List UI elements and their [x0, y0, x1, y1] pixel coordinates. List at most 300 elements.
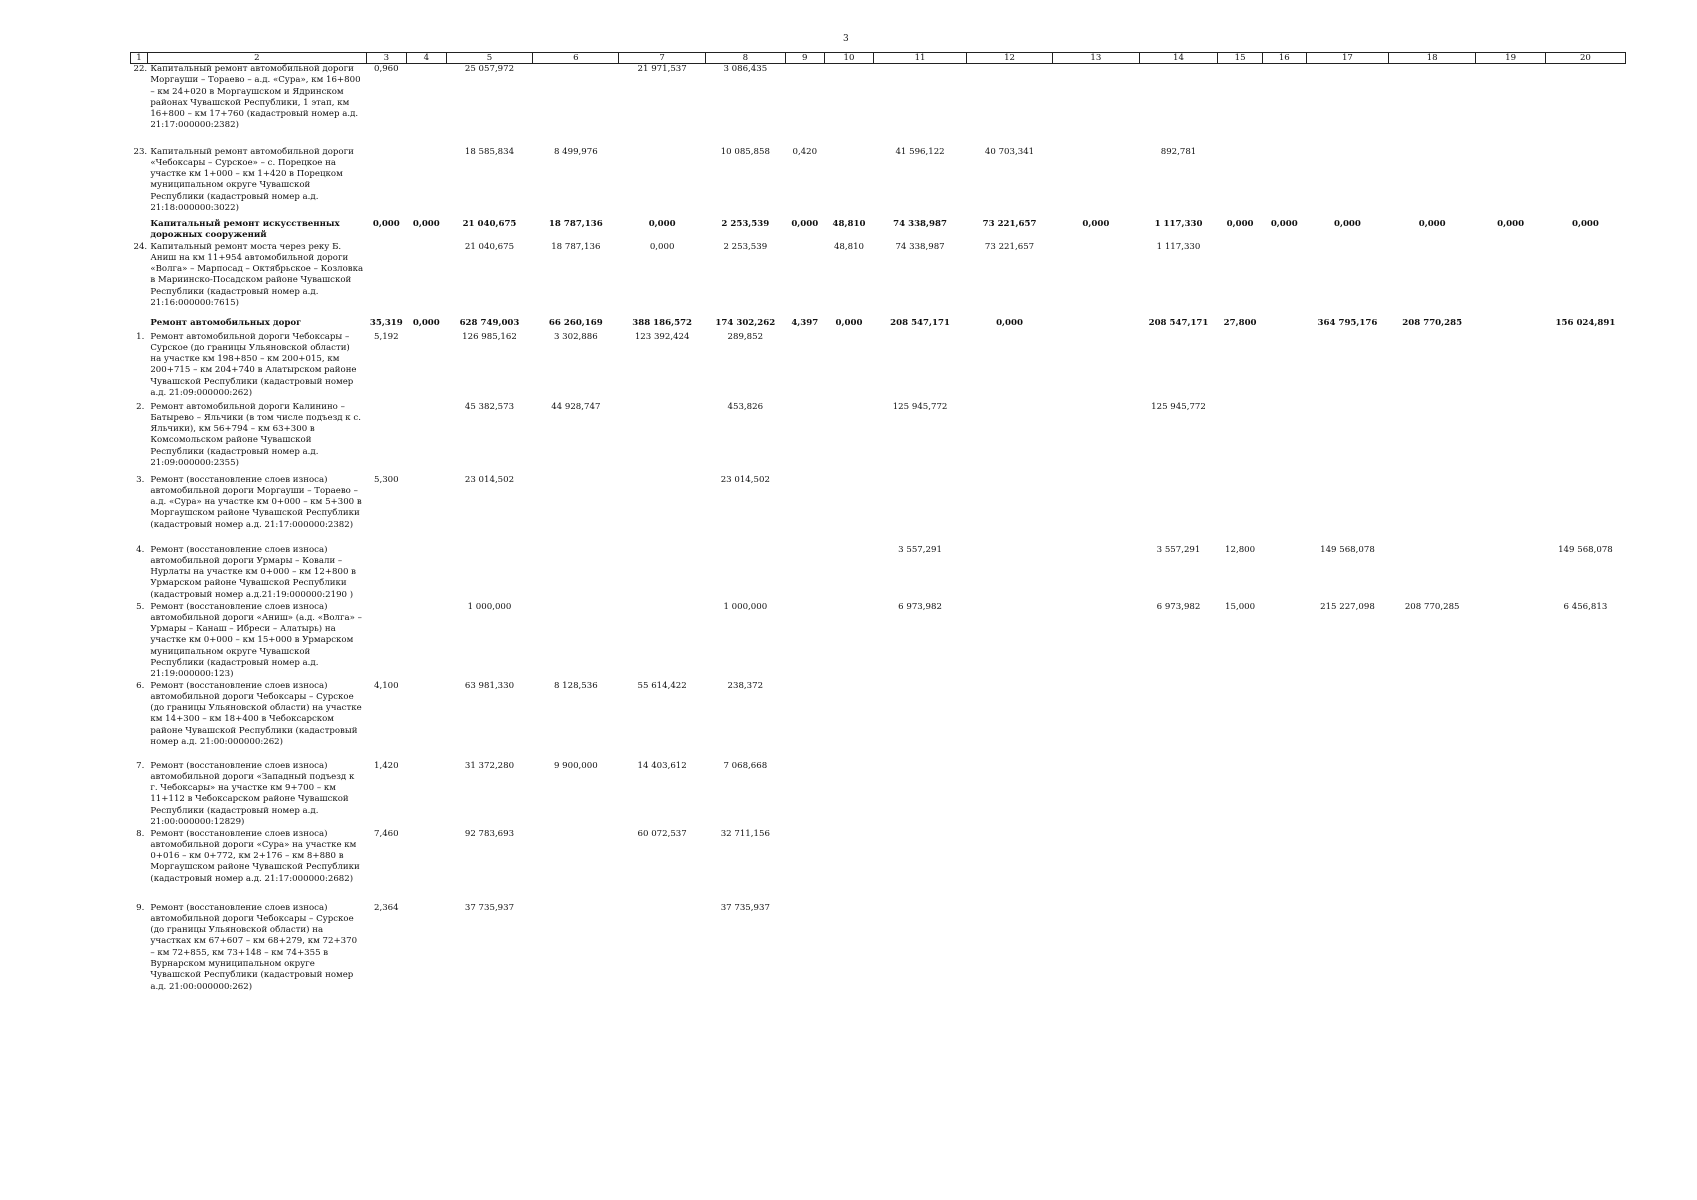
value-cell-col-15 — [1218, 761, 1262, 829]
value-cell-col-17: 364 795,176 — [1317, 317, 1378, 328]
value-cell-col-4 — [406, 242, 446, 318]
value-cell-col-5: 23 014,502 — [464, 474, 515, 485]
column-header-18: 18 — [1389, 53, 1476, 64]
table-row — [131, 681, 1626, 761]
value-cell-col-16 — [1262, 242, 1306, 318]
value-cell-col-12 — [966, 761, 1052, 829]
table-row — [131, 332, 1626, 402]
value-cell-col-15: 15,000 — [1225, 601, 1256, 612]
value-cell-col-11 — [874, 64, 967, 147]
value-cell-col-9: 4,397 — [791, 317, 819, 328]
value-cell-col-11 — [874, 903, 967, 993]
value-cell-col-4 — [406, 332, 446, 402]
value-cell-col-8: 453,826 — [727, 401, 764, 412]
value-cell-col-16 — [1262, 147, 1306, 219]
section-total-row — [131, 318, 1626, 332]
row-number-cell: 8. — [136, 828, 145, 839]
value-cell-col-7: 0,000 — [649, 241, 675, 252]
value-cell-col-15 — [1218, 64, 1262, 147]
value-cell-col-12 — [966, 602, 1052, 681]
value-cell-col-4 — [406, 475, 446, 545]
value-cell-col-13 — [1053, 829, 1139, 903]
value-cell-col-7 — [619, 545, 705, 602]
column-header-7: 7 — [619, 53, 705, 64]
value-cell-col-6 — [533, 475, 619, 545]
column-header-15: 15 — [1218, 53, 1262, 64]
table-body — [131, 64, 1626, 993]
table-row — [131, 147, 1626, 219]
description-cell: Ремонт автомобильной дороги Чебоксары – Сурское (до границы Ульяновской области) на участке км 198+850 – км 200+015, км 200+715 – км 204+740 в Алатырском районе Чувашской Республики (кадастровый номер а.д. 21:09:000000:262) — [150, 331, 357, 398]
value-cell-col-8: 1 000,000 — [723, 601, 768, 612]
section-total-row — [131, 219, 1626, 242]
value-cell-col-6 — [533, 602, 619, 681]
value-cell-col-20: 6 456,813 — [1563, 601, 1608, 612]
value-cell-col-3 — [366, 602, 406, 681]
value-cell-col-13: 0,000 — [1082, 218, 1110, 229]
value-cell-col-15 — [1218, 147, 1262, 219]
description-cell: Ремонт (восстановление слоев износа) автомобильной дороги Моргауши – Тораево – а.д. «Сура» на участке км 0+000 – км 5+300 в Моргаушском районе Чувашской Республики (кадастровый номер а.д. 21:17:000000:2382) — [150, 474, 362, 530]
value-cell-col-15 — [1218, 242, 1262, 318]
value-cell-col-16 — [1262, 602, 1306, 681]
value-cell-col-11 — [874, 475, 967, 545]
value-cell-col-18 — [1389, 829, 1476, 903]
value-cell-col-14: 3 557,291 — [1156, 544, 1201, 555]
value-cell-col-4 — [406, 829, 446, 903]
value-cell-col-8: 37 735,937 — [720, 902, 770, 913]
value-cell-col-10 — [824, 545, 873, 602]
description-cell: Ремонт (восстановление слоев износа) автомобильной дороги «Аниш» (а.д. «Волга» – Урмары – Канаш – Ибреси – Алатырь) на участке км 0+000 – км 15+000 в Урмарском муниципальном округе Чувашской Республики (кадастровый номер а.д. 21:19:000000:123) — [150, 601, 362, 680]
value-cell-col-14: 208 547,171 — [1148, 317, 1209, 328]
value-cell-col-12 — [966, 903, 1052, 993]
table-row — [131, 761, 1626, 829]
table-row — [131, 545, 1626, 602]
value-cell-col-14: 1 117,330 — [1156, 241, 1201, 252]
column-header-5: 5 — [446, 53, 532, 64]
value-cell-col-20 — [1545, 903, 1625, 993]
value-cell-col-18 — [1389, 332, 1476, 402]
value-cell-col-8: 23 014,502 — [720, 474, 770, 485]
value-cell-col-8: 289,852 — [727, 331, 764, 342]
value-cell-col-15: 0,000 — [1226, 218, 1254, 229]
value-cell-col-6 — [533, 64, 619, 147]
value-cell-col-9 — [785, 332, 824, 402]
value-cell-col-5: 126 985,162 — [462, 331, 517, 342]
value-cell-col-19 — [1476, 402, 1545, 475]
value-cell-col-18: 208 770,285 — [1404, 601, 1460, 612]
value-cell-col-9: 0,000 — [791, 218, 819, 229]
column-header-8: 8 — [705, 53, 785, 64]
value-cell-col-9: 0,420 — [792, 146, 818, 157]
value-cell-col-12: 40 703,341 — [984, 146, 1035, 157]
value-cell-col-14 — [1139, 64, 1218, 147]
value-cell-col-7: 55 614,422 — [637, 680, 687, 691]
value-cell-col-18 — [1389, 64, 1476, 147]
value-cell-col-5: 18 585,834 — [464, 146, 515, 157]
column-header-14: 14 — [1139, 53, 1218, 64]
value-cell-col-4: 0,000 — [412, 218, 440, 229]
description-cell: Капитальный ремонт моста через реку Б. Аниш на км 11+954 автомобильной дороги «Волга» – Марпосад – Октябрьское – Козловка в Мариинско-Посадском районе Чувашской Республики (кадастровый номер а.д. 21:16:000000:7615) — [150, 241, 364, 308]
value-cell-col-18 — [1389, 402, 1476, 475]
value-cell-col-18 — [1389, 761, 1476, 829]
value-cell-col-8: 238,372 — [727, 680, 764, 691]
value-cell-col-3: 1,420 — [374, 760, 399, 771]
value-cell-col-5: 31 372,280 — [464, 760, 515, 771]
value-cell-col-10 — [824, 64, 873, 147]
table-row — [131, 64, 1626, 147]
value-cell-col-9 — [785, 829, 824, 903]
value-cell-col-10: 48,810 — [832, 218, 866, 229]
value-cell-col-3: 2,364 — [374, 902, 399, 913]
value-cell-col-13 — [1053, 147, 1139, 219]
value-cell-col-11: 41 596,122 — [895, 146, 945, 157]
row-number-cell: 7. — [136, 760, 145, 771]
value-cell-col-11 — [874, 332, 967, 402]
value-cell-col-4 — [406, 64, 446, 147]
value-cell-col-15 — [1218, 903, 1262, 993]
column-header-17: 17 — [1306, 53, 1388, 64]
row-number-cell: 1. — [136, 331, 145, 342]
value-cell-col-13 — [1053, 903, 1139, 993]
value-cell-col-9 — [785, 602, 824, 681]
value-cell-col-13 — [1053, 761, 1139, 829]
value-cell-col-7: 0,000 — [648, 218, 676, 229]
value-cell-col-6 — [533, 829, 619, 903]
value-cell-col-3 — [366, 545, 406, 602]
value-cell-col-14 — [1139, 761, 1218, 829]
value-cell-col-19 — [1476, 318, 1545, 332]
value-cell-col-15 — [1218, 402, 1262, 475]
value-cell-col-8: 32 711,156 — [720, 828, 770, 839]
value-cell-col-16 — [1262, 332, 1306, 402]
value-cell-col-14 — [1139, 332, 1218, 402]
value-cell-col-6: 8 499,976 — [553, 146, 598, 157]
value-cell-col-5: 37 735,937 — [464, 902, 515, 913]
row-number-cell: 5. — [136, 601, 145, 612]
value-cell-col-6: 9 900,000 — [553, 760, 598, 771]
table-row — [131, 602, 1626, 681]
table-row — [131, 903, 1626, 993]
column-header-11: 11 — [874, 53, 967, 64]
value-cell-col-3: 35,319 — [369, 317, 403, 328]
value-cell-col-12: 73 221,657 — [982, 218, 1037, 229]
value-cell-col-3: 5,300 — [374, 474, 399, 485]
description-cell: Капитальный ремонт автомобильной дороги Моргауши – Тораево – а.д. «Сура», км 16+800 – км 24+020 в Моргаушском и Ядринском районах Чувашской Республики, 1 этап, км 16+800 – км 17+760 (кадастровый номер а.д. 21:17:000000:2382) — [150, 64, 361, 131]
value-cell-col-19 — [1476, 681, 1545, 761]
row-number-cell: 6. — [136, 680, 145, 691]
value-cell-col-19 — [1476, 829, 1545, 903]
value-cell-col-4 — [406, 761, 446, 829]
value-cell-col-14 — [1139, 829, 1218, 903]
value-cell-col-16 — [1262, 681, 1306, 761]
value-cell-col-16 — [1262, 761, 1306, 829]
value-cell-col-19 — [1476, 602, 1545, 681]
value-cell-col-20 — [1545, 829, 1625, 903]
value-cell-col-17 — [1306, 681, 1388, 761]
value-cell-col-16 — [1262, 903, 1306, 993]
value-cell-col-20 — [1545, 242, 1625, 318]
value-cell-col-15 — [1218, 681, 1262, 761]
column-header-2: 2 — [147, 53, 366, 64]
description-cell: Капитальный ремонт автомобильной дороги «Чебоксары – Сурское» – с. Порецкое на участке км 1+000 – км 1+420 в Порецком муниципальном округе Чувашской Республики (кадастровый номер а.д. 21:18:000000:3022) — [150, 146, 354, 213]
value-cell-col-20 — [1545, 332, 1625, 402]
value-cell-col-16 — [1262, 545, 1306, 602]
value-cell-col-16 — [1262, 829, 1306, 903]
column-header-12: 12 — [966, 53, 1052, 64]
value-cell-col-6 — [533, 903, 619, 993]
value-cell-col-12: 73 221,657 — [984, 241, 1035, 252]
value-cell-col-14: 892,781 — [1160, 146, 1197, 157]
value-cell-col-19 — [1476, 545, 1545, 602]
row-number-cell — [131, 318, 148, 332]
row-number-cell: 24. — [133, 241, 148, 252]
value-cell-col-4 — [406, 402, 446, 475]
value-cell-col-18 — [1389, 242, 1476, 318]
value-cell-col-20 — [1545, 147, 1625, 219]
value-cell-col-4 — [406, 147, 446, 219]
description-cell: Ремонт (восстановление слоев износа) автомобильной дороги «Сура» на участке км 0+016 – км 0+772, км 2+176 – км 8+880 в Моргаушском районе Чувашской Республики (кадастровый номер а.д. 21:17:000000:2682) — [150, 828, 360, 884]
value-cell-col-3 — [366, 242, 406, 318]
value-cell-col-7: 21 971,537 — [637, 64, 687, 74]
value-cell-col-5: 92 783,693 — [464, 828, 515, 839]
value-cell-col-9 — [785, 402, 824, 475]
value-cell-col-3: 0,000 — [372, 218, 400, 229]
value-cell-col-17 — [1306, 242, 1388, 318]
value-cell-col-19: 0,000 — [1497, 218, 1525, 229]
value-cell-col-11: 125 945,772 — [892, 401, 948, 412]
value-cell-col-4 — [406, 903, 446, 993]
value-cell-col-10 — [824, 332, 873, 402]
description-cell: Ремонт автомобильной дороги Калинино – Батырево – Яльчики (в том числе подъезд к с. Яльчики), км 56+794 – км 63+300 в Комсомольском районе Чувашской Республики (кадастровый номер а.д. 21:09:000000:2355) — [150, 401, 361, 468]
value-cell-col-6: 66 260,169 — [548, 317, 603, 328]
value-cell-col-3: 0,960 — [374, 64, 399, 74]
value-cell-col-17: 0,000 — [1333, 218, 1361, 229]
value-cell-col-13 — [1053, 64, 1139, 147]
value-cell-col-13 — [1053, 475, 1139, 545]
value-cell-col-5: 628 749,003 — [459, 317, 520, 328]
value-cell-col-3 — [366, 402, 406, 475]
value-cell-col-20 — [1545, 681, 1625, 761]
value-cell-col-18: 208 770,285 — [1402, 317, 1463, 328]
value-cell-col-5: 21 040,675 — [464, 241, 515, 252]
value-cell-col-20: 156 024,891 — [1555, 317, 1616, 328]
value-cell-col-10 — [824, 475, 873, 545]
value-cell-col-17 — [1306, 147, 1388, 219]
value-cell-col-13 — [1053, 545, 1139, 602]
column-header-4: 4 — [406, 53, 446, 64]
column-header-1: 1 — [131, 53, 148, 64]
column-header-row — [131, 53, 1626, 64]
value-cell-col-8: 3 086,435 — [723, 64, 768, 74]
value-cell-col-7 — [619, 602, 705, 681]
value-cell-col-7 — [619, 903, 705, 993]
value-cell-col-6: 44 928,747 — [551, 401, 601, 412]
value-cell-col-20: 149 568,078 — [1558, 544, 1613, 555]
value-cell-col-12 — [966, 829, 1052, 903]
value-cell-col-11: 208 547,171 — [890, 317, 950, 328]
value-cell-col-3: 7,460 — [374, 828, 399, 839]
value-cell-col-10 — [824, 829, 873, 903]
value-cell-col-12 — [966, 475, 1052, 545]
value-cell-col-11 — [874, 829, 967, 903]
value-cell-col-5: 1 000,000 — [467, 601, 512, 612]
value-cell-col-11: 74 338,987 — [895, 241, 945, 252]
value-cell-col-8: 7 068,668 — [723, 760, 768, 771]
value-cell-col-17 — [1306, 761, 1388, 829]
description-cell: Ремонт автомобильных дорог — [150, 317, 302, 328]
value-cell-col-12 — [966, 64, 1052, 147]
value-cell-col-12: 0,000 — [996, 317, 1023, 328]
value-cell-col-18 — [1389, 475, 1476, 545]
value-cell-col-17 — [1306, 402, 1388, 475]
value-cell-col-12 — [966, 545, 1052, 602]
value-cell-col-7 — [619, 402, 705, 475]
value-cell-col-11: 6 973,982 — [898, 601, 942, 612]
table-row — [131, 829, 1626, 903]
value-cell-col-14 — [1139, 681, 1218, 761]
value-cell-col-3: 5,192 — [374, 331, 399, 342]
value-cell-col-7 — [619, 475, 705, 545]
value-cell-col-20 — [1545, 64, 1625, 147]
value-cell-col-15: 27,800 — [1223, 317, 1257, 328]
value-cell-col-10 — [824, 761, 873, 829]
value-cell-col-19 — [1476, 242, 1545, 318]
table-row — [131, 475, 1626, 545]
description-cell: Ремонт (восстановление слоев износа) автомобильной дороги Чебоксары – Сурское (до границы Ульяновской области) на участке км 14+300 – км 18+400 в Чебоксарском районе Чувашской Республики (кадастровый номер а.д. 21:00:000000:262) — [150, 680, 362, 748]
value-cell-col-20 — [1545, 402, 1625, 475]
description-cell: Ремонт (восстановление слоев износа) автомобильной дороги Урмары – Ковали – Нурлаты на участке км 0+000 – км 12+800 в Урмарском районе Чувашской Республики (кадастровый номер а.д.21:19:000000:2190 ) — [150, 544, 357, 600]
column-header-13: 13 — [1053, 53, 1139, 64]
value-cell-col-10: 48,810 — [833, 241, 865, 252]
value-cell-col-4 — [406, 681, 446, 761]
value-cell-col-7: 388 186,572 — [632, 317, 693, 328]
value-cell-col-14 — [1139, 903, 1218, 993]
value-cell-col-7: 14 403,612 — [637, 760, 687, 771]
value-cell-col-12 — [966, 332, 1052, 402]
value-cell-col-20 — [1545, 475, 1625, 545]
value-cell-col-16 — [1262, 475, 1306, 545]
value-cell-col-10 — [824, 602, 873, 681]
value-cell-col-8: 174 302,262 — [715, 317, 776, 328]
value-cell-col-18 — [1389, 681, 1476, 761]
column-header-9: 9 — [785, 53, 824, 64]
value-cell-col-7: 60 072,537 — [637, 828, 687, 839]
value-cell-col-20 — [1545, 761, 1625, 829]
value-cell-col-18 — [1389, 545, 1476, 602]
value-cell-col-13 — [1053, 242, 1139, 318]
value-cell-col-9 — [785, 903, 824, 993]
value-cell-col-8: 10 085,858 — [720, 146, 770, 157]
row-number-cell: 4. — [136, 544, 145, 555]
value-cell-col-19 — [1476, 903, 1545, 993]
column-header-3: 3 — [366, 53, 406, 64]
value-cell-col-8: 2 253,539 — [723, 241, 768, 252]
row-number-cell: 23. — [133, 146, 148, 157]
value-cell-col-17 — [1306, 829, 1388, 903]
value-cell-col-17 — [1306, 64, 1388, 147]
value-cell-col-15 — [1218, 332, 1262, 402]
value-cell-col-18 — [1389, 147, 1476, 219]
value-cell-col-14 — [1139, 475, 1218, 545]
value-cell-col-8: 2 253,539 — [721, 218, 770, 229]
data-table — [130, 52, 1626, 993]
value-cell-col-5: 63 981,330 — [464, 680, 515, 691]
value-cell-col-4: 0,000 — [412, 317, 440, 328]
column-header-19: 19 — [1476, 53, 1545, 64]
value-cell-col-16: 0,000 — [1270, 218, 1298, 229]
value-cell-col-11: 74 338,987 — [893, 218, 947, 229]
column-header-20: 20 — [1545, 53, 1625, 64]
column-header-6: 6 — [533, 53, 619, 64]
value-cell-col-9 — [785, 761, 824, 829]
value-cell-col-6: 18 787,136 — [551, 241, 601, 252]
value-cell-col-10 — [824, 903, 873, 993]
value-cell-col-14: 1 117,330 — [1154, 218, 1203, 229]
page-number: 3 — [843, 34, 849, 44]
value-cell-col-10 — [824, 147, 873, 219]
value-cell-col-7: 123 392,424 — [634, 331, 690, 342]
value-cell-col-15 — [1218, 829, 1262, 903]
value-cell-col-17: 149 568,078 — [1320, 544, 1375, 555]
value-cell-col-19 — [1476, 332, 1545, 402]
column-header-16: 16 — [1262, 53, 1306, 64]
row-number-cell: 22. — [133, 64, 148, 74]
row-number-cell: 3. — [136, 474, 145, 485]
value-cell-col-17: 215 227,098 — [1320, 601, 1375, 612]
description-cell: Капитальный ремонт искусственных дорожных сооружений — [150, 218, 340, 240]
value-cell-col-6: 8 128,536 — [553, 680, 598, 691]
value-cell-col-17 — [1306, 903, 1388, 993]
value-cell-col-5: 45 382,573 — [464, 401, 515, 412]
value-cell-col-3: 4,100 — [374, 680, 399, 691]
value-cell-col-13 — [1053, 602, 1139, 681]
value-cell-col-11 — [874, 761, 967, 829]
value-cell-col-10: 0,000 — [835, 317, 863, 328]
value-cell-col-13 — [1053, 318, 1139, 332]
row-number-cell: 9. — [136, 902, 145, 913]
value-cell-col-9 — [785, 475, 824, 545]
value-cell-col-15: 12,800 — [1225, 544, 1256, 555]
value-cell-col-5: 21 040,675 — [462, 218, 517, 229]
value-cell-col-15 — [1218, 475, 1262, 545]
value-cell-col-16 — [1262, 318, 1306, 332]
value-cell-col-7 — [619, 147, 705, 219]
value-cell-col-17 — [1306, 475, 1388, 545]
value-cell-col-4 — [406, 602, 446, 681]
value-cell-col-14: 125 945,772 — [1151, 401, 1206, 412]
value-cell-col-11 — [874, 681, 967, 761]
value-cell-col-5: 25 057,972 — [464, 64, 515, 74]
value-cell-col-10 — [824, 402, 873, 475]
value-cell-col-12 — [966, 681, 1052, 761]
value-cell-col-9 — [785, 242, 824, 318]
value-cell-col-6: 3 302,886 — [553, 331, 598, 342]
value-cell-col-19 — [1476, 475, 1545, 545]
value-cell-col-16 — [1262, 64, 1306, 147]
value-cell-col-6 — [533, 545, 619, 602]
value-cell-col-3 — [366, 147, 406, 219]
table-row — [131, 242, 1626, 318]
value-cell-col-11: 3 557,291 — [898, 544, 942, 555]
value-cell-col-10 — [824, 681, 873, 761]
value-cell-col-17 — [1306, 332, 1388, 402]
value-cell-col-16 — [1262, 402, 1306, 475]
value-cell-col-13 — [1053, 402, 1139, 475]
value-cell-col-5 — [446, 545, 532, 602]
value-cell-col-20: 0,000 — [1571, 218, 1599, 229]
description-cell: Ремонт (восстановление слоев износа) автомобильной дороги «Западный подъезд к г. Чебоксары» на участке км 9+700 – км 11+112 в Чебоксарском районе Чувашской Республики (кадастровый номер а.д. 21:00:000000:12829) — [150, 760, 355, 828]
value-cell-col-18: 0,000 — [1418, 218, 1446, 229]
column-header-10: 10 — [824, 53, 873, 64]
